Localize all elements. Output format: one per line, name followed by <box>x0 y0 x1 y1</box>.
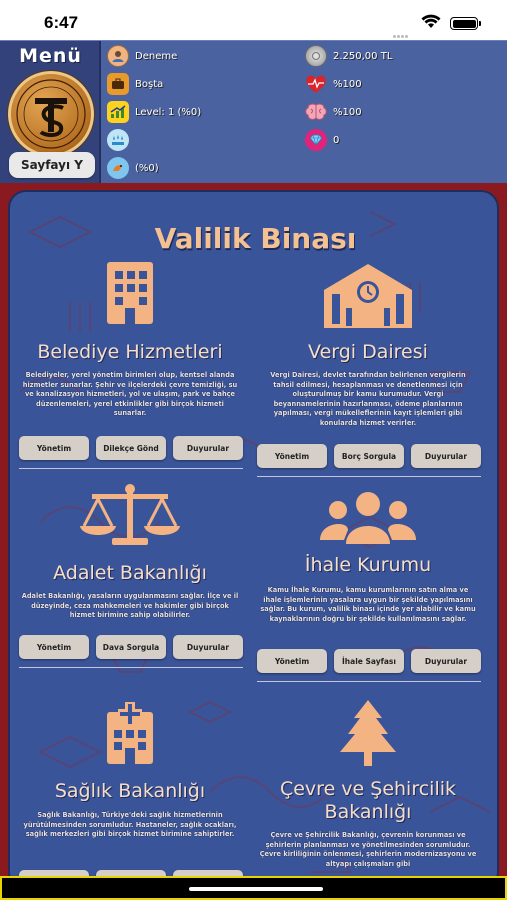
brain-icon <box>305 101 327 123</box>
card-municipal <box>15 262 245 462</box>
home-indicator-bar <box>0 876 507 900</box>
card-environment-desc: Çevre ve Şehircilik Bakanlığı, çevrenin korunması ve şehirlerin planlanması ve yönetilmesinden sorumludur. Çevre kirliliğinin önlenmesi, şehirlerin modernizasyonu ve altyapı çalışmaları gibi <box>259 831 477 868</box>
content-frame <box>0 183 507 876</box>
stat-mind <box>305 101 362 123</box>
users-icon <box>253 490 483 546</box>
stat-extra-value: (%0) <box>135 162 159 174</box>
card-municipal-actions <box>19 436 243 460</box>
card-justice-desc: Adalet Bakanlığı, yasaların uygulanmasını sağlar. İlçe ve il düzeyinde, ceza mahkemeleri ve hakimler gibi birçok hizmet birimine sahip olabilirler. <box>21 592 239 619</box>
status-bar <box>0 0 507 40</box>
page-title: Valilik Binası <box>154 222 357 255</box>
stat-gems-value: 0 <box>333 134 340 146</box>
user-icon <box>107 45 129 67</box>
stat-level <box>107 101 201 123</box>
card-tax-actions <box>257 444 481 468</box>
tree-icon <box>253 700 483 766</box>
stat-money <box>305 45 392 67</box>
stat-money-value: 2.250,00 TL <box>333 50 393 62</box>
stat-health <box>305 73 362 95</box>
card-health-title: Sağlık Bakanlığı <box>54 780 206 802</box>
card-tax-title: Vergi Dairesi <box>308 341 428 363</box>
card-tender <box>253 490 483 690</box>
stat-job <box>107 73 163 95</box>
stat-health-value: %100 <box>333 78 362 90</box>
stat-mind-value: %100 <box>333 106 362 118</box>
divider <box>19 468 243 469</box>
card-municipal-title: Belediye Hizmetleri <box>37 341 223 363</box>
municipal-management-button[interactable]: Yönetim <box>19 436 89 460</box>
tender-page-button[interactable]: İhale Sayfası <box>334 649 404 673</box>
justice-case-query-button[interactable]: Dava Sorgula <box>96 635 166 659</box>
card-justice-actions <box>19 635 243 659</box>
stat-job-value: Boşta <box>135 78 164 90</box>
divider <box>19 667 243 668</box>
stat-name-value: Deneme <box>135 50 178 62</box>
menu-column <box>0 41 101 184</box>
card-justice <box>15 484 245 664</box>
municipal-petition-button[interactable]: Dilekçe Gönd <box>96 436 166 460</box>
clock: 6:47 <box>44 13 79 32</box>
home-indicator[interactable] <box>189 887 323 891</box>
building-panel[interactable] <box>8 190 499 890</box>
card-health-desc: Sağlık Bakanlığı, Türkiye'deki sağlık hizmetlerinin yürütülmesinden sorumludur. Hastaneler, sağlık ocakları, sağlık merkezleri gibi birçok hizmet birimine sahiptirler. <box>23 811 237 838</box>
card-justice-title: Adalet Bakanlığı <box>53 562 207 584</box>
logo-emblem-icon <box>11 74 91 154</box>
diamond-icon <box>305 129 327 151</box>
hospital-icon <box>15 702 245 764</box>
stat-level-value: Level: 1 (%0) <box>135 106 202 118</box>
signal-dots-icon <box>393 23 409 27</box>
coin-icon <box>305 45 327 67</box>
tender-management-button[interactable]: Yönetim <box>257 649 327 673</box>
card-tax <box>253 262 483 472</box>
tax-office-icon <box>253 262 483 328</box>
logo <box>8 71 94 157</box>
stat-name <box>107 45 177 67</box>
card-environment-title: Çevre ve Şehircilik Bakanlığı <box>279 778 457 823</box>
justice-management-button[interactable]: Yönetim <box>19 635 89 659</box>
tax-debt-query-button[interactable]: Borç Sorgula <box>334 444 404 468</box>
card-tender-desc: Kamu İhale Kurumu, kamu kurumlarının satın alma ve ihale işlemlerinin yasalara uygun bir şekilde yapılmasını sağlar. Bu kurum, valilik binası içinde yer alabilir ve kamu kaynaklarının doğru bir şekilde kullanılmasını sağlar. <box>260 586 476 623</box>
divider <box>257 681 481 682</box>
stat-extra <box>107 157 159 179</box>
municipal-announcements-button[interactable]: Duyurular <box>173 436 243 460</box>
wifi-icon <box>421 14 441 29</box>
tax-announcements-button[interactable]: Duyurular <box>411 444 481 468</box>
divider <box>257 476 481 477</box>
water-icon <box>107 129 129 151</box>
chart-up-icon <box>107 101 129 123</box>
card-municipal-desc: Belediyeler, yerel yönetim birimleri olup, kentsel alanda hizmetler sunarlar. Şehir ve ilçelerdeki çevre temizliği, su ve kanalizasyon hizmetleri, yol ve ulaşım, park ve bahçe düzenlemeleri, yerel etkinlikler gibi birçok hizmeti sunarlar. <box>22 371 238 417</box>
card-tender-actions <box>257 649 481 673</box>
menu-title[interactable]: Menü <box>19 45 82 67</box>
tax-management-button[interactable]: Yönetim <box>257 444 327 468</box>
card-environment <box>253 700 483 890</box>
briefcase-icon <box>107 73 129 95</box>
stat-gems <box>305 129 339 151</box>
page-select-button[interactable]: Sayfayı Y <box>9 152 95 178</box>
dragon-icon <box>107 157 129 179</box>
heart-icon <box>305 73 327 95</box>
tender-announcements-button[interactable]: Duyurular <box>411 649 481 673</box>
card-health <box>15 702 245 887</box>
building-icon <box>15 262 245 324</box>
card-tax-desc: Vergi Dairesi, devlet tarafından belirlenen vergilerin tahsil edilmesi, hesaplanması ve denetlenmesi için oluşturulmuş bir kamu kurumudur. Vergi beyannamelerinin hazırlanması, ödeme planlarının yapılması, vergi mükelleflerinin kayıt işlemleri gibi konularda hizmet verirler. <box>270 371 466 427</box>
header <box>0 40 507 183</box>
stat-water <box>107 129 135 151</box>
card-tender-title: İhale Kurumu <box>304 554 432 576</box>
justice-announcements-button[interactable]: Duyurular <box>173 635 243 659</box>
battery-icon <box>450 17 478 30</box>
scales-icon <box>15 484 245 546</box>
